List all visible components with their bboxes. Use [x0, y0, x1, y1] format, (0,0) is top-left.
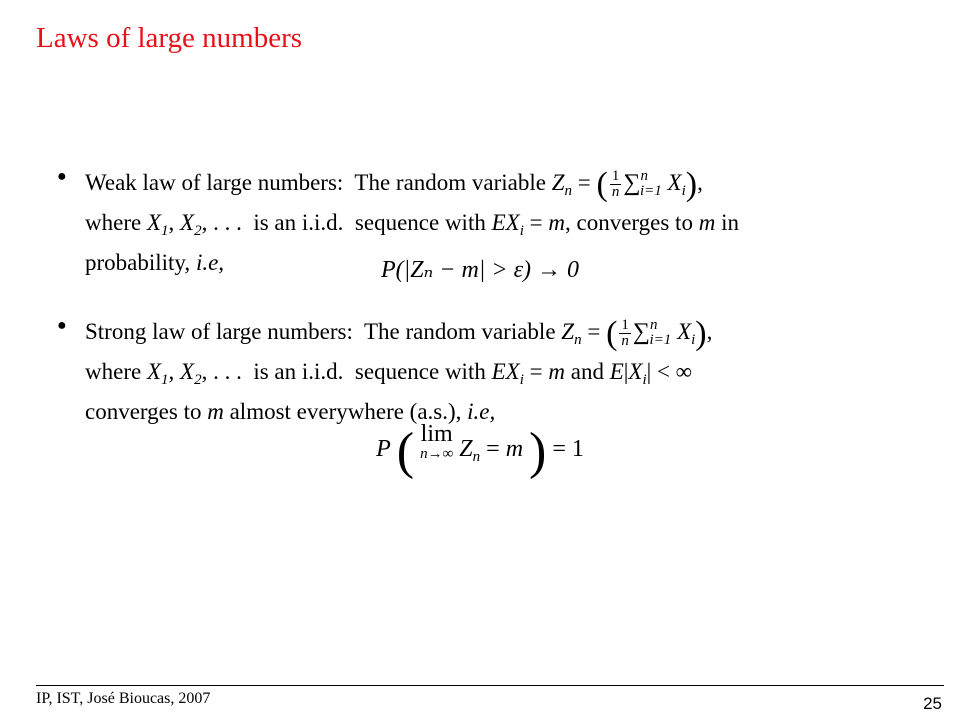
strong-ie: i.e,	[467, 399, 496, 424]
weak-equation-text: P(|Zₙ − m| > ε) → 0	[380, 257, 580, 283]
strong-line-2: where $X_1$, $X_2$, . . . is an i.i.d. sequence with $EX_i = m$ and $E|X_i|$ < ∞	[85, 359, 693, 388]
weak-probability: probability,	[85, 250, 191, 275]
weak-in: in	[721, 210, 739, 235]
strong-line-3: converges to m almost everywhere (a.s.), i.e,	[85, 399, 496, 424]
weak-line1-text: The random variable	[354, 170, 546, 195]
page-number: 25	[923, 694, 942, 713]
strong-law-equation: P ( lim n→∞ $Z_n = m$ ) = 1	[376, 421, 584, 480]
weak-line-2: where $X_1$, $X_2$, . . . is an i.i.d. sequence with $EX_i = m$, converges to m in	[85, 210, 739, 239]
weak-ie: i.e,	[195, 250, 225, 275]
strong-iid: is an i.i.d.	[253, 359, 344, 384]
footer-divider	[36, 685, 944, 686]
strong-and: and	[570, 359, 604, 384]
weak-line-1: Weak law of large numbers: The random variable $Z_n$ = ( $\frac{1}{n}$ ∑$^n_{i=1}$ $X_i$),	[85, 166, 703, 203]
weak-converges: , converges to	[564, 210, 693, 235]
weak-seq-with: sequence with	[354, 210, 486, 235]
strong-line-1: Strong law of large numbers: The random variable $Z_n$ = ( $\frac{1}{n}$ ∑$^n_{i=1}$ $X_i$),	[85, 315, 713, 352]
footer-author: IP, IST, José Bioucas, 2007	[36, 690, 211, 707]
weak-law-label: Weak law of large numbers:	[85, 170, 344, 195]
strong-seq-with: sequence with	[354, 359, 486, 384]
strong-ae: almost everywhere (a.s.),	[229, 399, 462, 424]
bullet-dot-icon: ●	[57, 317, 67, 334]
bullet-dot-icon: ●	[57, 168, 67, 185]
slide-title: Laws of large numbers	[36, 22, 303, 54]
strong-where: where	[85, 359, 142, 384]
weak-law-equation	[0, 255, 960, 284]
strong-converges: converges to	[85, 399, 202, 424]
strong-law-label: Strong law of large numbers:	[85, 319, 353, 344]
weak-where: where	[85, 210, 142, 235]
strong-line1-text: The random variable	[363, 319, 556, 344]
weak-iid: is an i.i.d.	[253, 210, 344, 235]
